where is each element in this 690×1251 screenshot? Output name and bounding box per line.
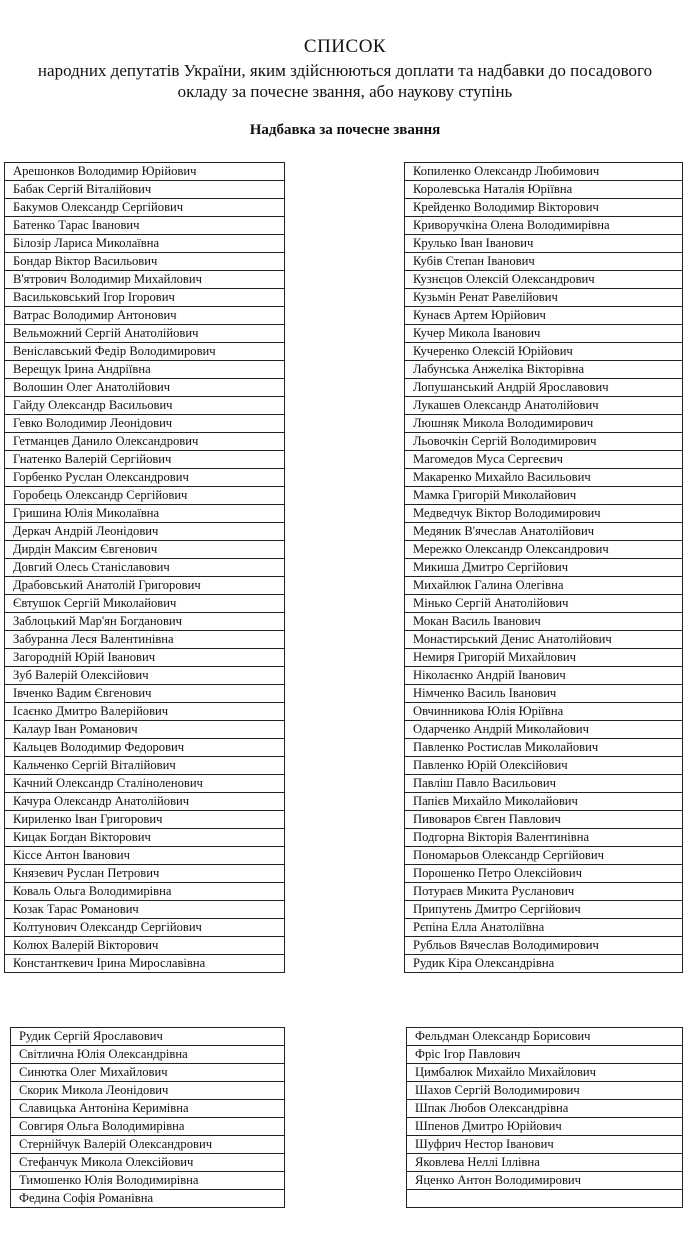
table-row	[5, 217, 285, 235]
table-row	[405, 415, 683, 433]
table-row	[5, 325, 285, 343]
table-row	[405, 253, 683, 271]
deputy-name: Медяник В'ячеслав Анатолійович	[405, 523, 683, 541]
deputy-name: Цимбалюк Михайло Михайлович	[407, 1064, 683, 1082]
table-row	[405, 469, 683, 487]
deputy-name: Веніславський Федір Володимирович	[5, 343, 285, 361]
deputy-name: Довгий Олесь Станіславович	[5, 559, 285, 577]
deputy-name: Білозір Лариса Миколаївна	[5, 235, 285, 253]
table-row	[5, 775, 285, 793]
deputy-name: Волошин Олег Анатолійович	[5, 379, 285, 397]
deputy-name: Мамка Григорій Миколайович	[405, 487, 683, 505]
table-row	[5, 883, 285, 901]
table-row	[405, 919, 683, 937]
table-row	[405, 829, 683, 847]
deputy-name: Рєпіна Елла Анатоліївна	[405, 919, 683, 937]
table-row	[5, 937, 285, 955]
table-row	[5, 379, 285, 397]
table-row	[11, 1190, 285, 1208]
table-row	[405, 793, 683, 811]
deputy-name: Мінько Сергій Анатолійович	[405, 595, 683, 613]
table-row	[405, 541, 683, 559]
deputy-name: Кириленко Іван Григорович	[5, 811, 285, 829]
deputy-name: Кицак Богдан Вікторович	[5, 829, 285, 847]
table-row	[405, 289, 683, 307]
deputies-table-right-1	[404, 162, 683, 973]
section-title: Надбавка за почесне звання	[249, 122, 441, 138]
table-row	[405, 901, 683, 919]
table-row	[405, 433, 683, 451]
table-row	[11, 1028, 285, 1046]
table-row	[405, 955, 683, 973]
deputy-name: Микиша Дмитро Сергійович	[405, 559, 683, 577]
deputy-name: Кучеренко Олексій Юрійович	[405, 343, 683, 361]
deputy-name: В'ятрович Володимир Михайлович	[5, 271, 285, 289]
table-row	[407, 1046, 683, 1064]
table-row	[5, 397, 285, 415]
table-row	[5, 595, 285, 613]
table-row	[11, 1118, 285, 1136]
deputy-name: Павліш Павло Васильович	[405, 775, 683, 793]
deputy-name: Мокан Василь Іванович	[405, 613, 683, 631]
table-row	[5, 829, 285, 847]
table-row	[405, 883, 683, 901]
table-row	[5, 577, 285, 595]
deputy-name: Верещук Ірина Андріївна	[5, 361, 285, 379]
table-row	[5, 163, 285, 181]
deputy-name: Рудик Кіра Олександрівна	[405, 955, 683, 973]
table-row	[11, 1082, 285, 1100]
deputy-name: Пономарьов Олександр Сергійович	[405, 847, 683, 865]
table-row	[5, 793, 285, 811]
table-row	[405, 703, 683, 721]
table-row	[11, 1046, 285, 1064]
deputy-name: Гевко Володимир Леонідович	[5, 415, 285, 433]
deputy-name: Рудик Сергій Ярославович	[11, 1028, 285, 1046]
deputy-name: Магомедов Муса Сергеєвич	[405, 451, 683, 469]
deputy-name: Кальченко Сергій Віталійович	[5, 757, 285, 775]
deputy-name: Ісаєнко Дмитро Валерійович	[5, 703, 285, 721]
deputy-name: Лопушанський Андрій Ярославович	[405, 379, 683, 397]
deputy-name: Колюх Валерій Вікторович	[5, 937, 285, 955]
deputy-name: Стернійчук Валерій Олександрович	[11, 1136, 285, 1154]
deputy-name: Калаур Іван Романович	[5, 721, 285, 739]
table-row	[405, 757, 683, 775]
deputy-name: Лабунська Анжеліка Вікторівна	[405, 361, 683, 379]
table-row	[407, 1064, 683, 1082]
deputy-name: Совгиря Ольга Володимирівна	[11, 1118, 285, 1136]
table-row	[5, 505, 285, 523]
table-row	[405, 847, 683, 865]
table-row	[405, 721, 683, 739]
deputy-name: Кунаєв Артем Юрійович	[405, 307, 683, 325]
deputy-name: Гайду Олександр Васильович	[5, 397, 285, 415]
deputy-name: Пивоваров Євген Павлович	[405, 811, 683, 829]
deputy-name: Батенко Тарас Іванович	[5, 217, 285, 235]
table-row	[405, 487, 683, 505]
deputy-name: Івченко Вадим Євгенович	[5, 685, 285, 703]
deputy-name: Федина Софія Романівна	[11, 1190, 285, 1208]
table-row	[5, 361, 285, 379]
deputy-name: Крейденко Володимир Вікторович	[405, 199, 683, 217]
table-row	[405, 559, 683, 577]
deputy-name: Гришина Юлія Миколаївна	[5, 505, 285, 523]
table-row	[11, 1064, 285, 1082]
deputy-name: Кучер Микола Іванович	[405, 325, 683, 343]
deputy-name: Кузнєцов Олексій Олександрович	[405, 271, 683, 289]
deputy-name: Шпак Любов Олександрівна	[407, 1100, 683, 1118]
table-row	[5, 307, 285, 325]
table-row	[407, 1136, 683, 1154]
table-row	[405, 361, 683, 379]
deputy-name: Крулько Іван Іванович	[405, 235, 683, 253]
deputy-name: Євтушок Сергій Миколайович	[5, 595, 285, 613]
table-row	[5, 631, 285, 649]
table-row	[5, 433, 285, 451]
deputy-name: Качний Олександр Сталіноленович	[5, 775, 285, 793]
table-row	[405, 379, 683, 397]
table-row	[405, 163, 683, 181]
deputy-name: Монастирський Денис Анатолійович	[405, 631, 683, 649]
table-row	[5, 253, 285, 271]
table-row	[11, 1154, 285, 1172]
deputy-name: Забуранна Леся Валентинівна	[5, 631, 285, 649]
deputy-name: Кузьмін Ренат Равелійович	[405, 289, 683, 307]
deputy-name: Фріс Ігор Павлович	[407, 1046, 683, 1064]
table-row	[5, 901, 285, 919]
document-title: СПИСОК	[303, 36, 387, 57]
deputy-name: Драбовський Анатолій Григорович	[5, 577, 285, 595]
deputy-name: Деркач Андрій Леонідович	[5, 523, 285, 541]
table-row	[11, 1172, 285, 1190]
deputy-name: Гетманцев Данило Олександрович	[5, 433, 285, 451]
table-row	[405, 595, 683, 613]
deputy-name: Зуб Валерій Олексійович	[5, 667, 285, 685]
table-row	[407, 1154, 683, 1172]
deputy-name: Тимошенко Юлія Володимирівна	[11, 1172, 285, 1190]
deputy-name: Ватрас Володимир Антонович	[5, 307, 285, 325]
table-row	[5, 649, 285, 667]
deputy-name: Михайлюк Галина Олегівна	[405, 577, 683, 595]
table-row	[5, 487, 285, 505]
table-row	[405, 667, 683, 685]
deputy-name: Гнатенко Валерій Сергійович	[5, 451, 285, 469]
table-row	[405, 937, 683, 955]
deputy-name: Копиленко Олександр Любимович	[405, 163, 683, 181]
table-row	[405, 505, 683, 523]
table-row	[5, 343, 285, 361]
deputy-name: Рубльов Вячеслав Володимирович	[405, 937, 683, 955]
table-row	[405, 685, 683, 703]
deputy-name: Яковлева Неллі Іллівна	[407, 1154, 683, 1172]
deputy-name: Яценко Антон Володимирович	[407, 1172, 683, 1190]
table-row	[407, 1118, 683, 1136]
deputy-name: Льовочкін Сергій Володимирович	[405, 433, 683, 451]
table-row	[5, 541, 285, 559]
table-row	[5, 181, 285, 199]
table-row	[5, 847, 285, 865]
table-row	[405, 811, 683, 829]
deputy-name: Одарченко Андрій Миколайович	[405, 721, 683, 739]
table-row	[405, 523, 683, 541]
table-row	[407, 1190, 683, 1208]
table-row	[5, 199, 285, 217]
table-row	[405, 199, 683, 217]
table-row	[407, 1172, 683, 1190]
deputy-name: Колтунович Олександр Сергійович	[5, 919, 285, 937]
deputy-name: Стефанчук Микола Олексійович	[11, 1154, 285, 1172]
deputy-name: Шпенов Дмитро Юрійович	[407, 1118, 683, 1136]
table-row	[405, 397, 683, 415]
deputy-name: Подгорна Вікторія Валентинівна	[405, 829, 683, 847]
deputy-name: Скорик Микола Леонідович	[11, 1082, 285, 1100]
deputy-name: Загородній Юрій Іванович	[5, 649, 285, 667]
deputy-name: Павленко Ростислав Миколайович	[405, 739, 683, 757]
table-row	[5, 559, 285, 577]
deputy-name: Качура Олександр Анатолійович	[5, 793, 285, 811]
table-row	[405, 235, 683, 253]
table-row	[5, 613, 285, 631]
deputy-name: Синютка Олег Михайлович	[11, 1064, 285, 1082]
deputies-table-left-1	[4, 162, 285, 973]
deputy-name: Князевич Руслан Петрович	[5, 865, 285, 883]
table-row	[405, 775, 683, 793]
table-row	[405, 649, 683, 667]
deputy-name: Припутень Дмитро Сергійович	[405, 901, 683, 919]
deputy-name: Заблоцький Мар'ян Богданович	[5, 613, 285, 631]
table-row	[5, 955, 285, 973]
table-row	[405, 217, 683, 235]
deputy-name: Папієв Михайло Миколайович	[405, 793, 683, 811]
deputy-name: Овчинникова Юлія Юріївна	[405, 703, 683, 721]
table-row	[405, 739, 683, 757]
table-row	[5, 271, 285, 289]
table-row	[5, 811, 285, 829]
deputies-table-left-2	[10, 1027, 285, 1208]
table-row	[5, 289, 285, 307]
deputies-table-right-2	[406, 1027, 683, 1208]
table-row	[405, 307, 683, 325]
table-row	[5, 757, 285, 775]
table-row	[5, 235, 285, 253]
table-row	[405, 865, 683, 883]
table-row	[405, 451, 683, 469]
table-row	[405, 577, 683, 595]
deputy-name: Кіссе Антон Іванович	[5, 847, 285, 865]
deputy-name: Бакумов Олександр Сергійович	[5, 199, 285, 217]
table-row	[5, 451, 285, 469]
deputy-name: Порошенко Петро Олексійович	[405, 865, 683, 883]
deputy-name: Кальцев Володимир Федорович	[5, 739, 285, 757]
deputy-name: Арешонков Володимир Юрійович	[5, 163, 285, 181]
table-row	[5, 415, 285, 433]
table-row	[405, 613, 683, 631]
deputy-name	[407, 1190, 683, 1208]
deputy-name: Бондар Віктор Васильович	[5, 253, 285, 271]
deputy-name: Фельдман Олександр Борисович	[407, 1028, 683, 1046]
deputy-name: Криворучкіна Олена Володимирівна	[405, 217, 683, 235]
deputy-name: Вельможний Сергій Анатолійович	[5, 325, 285, 343]
table-row	[5, 865, 285, 883]
table-row	[5, 469, 285, 487]
deputy-name: Медведчук Віктор Володимирович	[405, 505, 683, 523]
deputy-name: Шахов Сергій Володимирович	[407, 1082, 683, 1100]
table-row	[407, 1100, 683, 1118]
deputy-name: Васильковський Ігор Ігорович	[5, 289, 285, 307]
deputy-name: Лукашев Олександр Анатолійович	[405, 397, 683, 415]
table-row	[405, 631, 683, 649]
table-row	[5, 667, 285, 685]
deputy-name: Люшняк Микола Володимирович	[405, 415, 683, 433]
table-row	[5, 685, 285, 703]
deputy-name: Макаренко Михайло Васильович	[405, 469, 683, 487]
deputy-name: Славицька Антоніна Керимівна	[11, 1100, 285, 1118]
deputy-name: Константкевич Ірина Мирославівна	[5, 955, 285, 973]
deputy-name: Світлична Юлія Олександрівна	[11, 1046, 285, 1064]
table-row	[405, 325, 683, 343]
table-row	[5, 739, 285, 757]
table-row	[405, 271, 683, 289]
deputy-name: Німченко Василь Іванович	[405, 685, 683, 703]
table-row	[5, 523, 285, 541]
deputy-name: Немиря Григорій Михайлович	[405, 649, 683, 667]
document-subtitle: народних депутатів України, яким здійснюються доплати та надбавки до посадового окладу за почесне звання, або наукову ступінь	[37, 61, 653, 101]
deputy-name: Кубів Степан Іванович	[405, 253, 683, 271]
deputy-name: Козак Тарас Романович	[5, 901, 285, 919]
deputy-name: Горбенко Руслан Олександрович	[5, 469, 285, 487]
deputy-name: Горобець Олександр Сергійович	[5, 487, 285, 505]
table-row	[5, 919, 285, 937]
table-row	[5, 703, 285, 721]
deputy-name: Мережко Олександр Олександрович	[405, 541, 683, 559]
table-row	[405, 343, 683, 361]
table-row	[405, 181, 683, 199]
deputy-name: Ніколаєнко Андрій Іванович	[405, 667, 683, 685]
deputy-name: Коваль Ольга Володимирівна	[5, 883, 285, 901]
deputy-name: Шуфрич Нестор Іванович	[407, 1136, 683, 1154]
table-row	[11, 1100, 285, 1118]
deputy-name: Потураєв Микита Русланович	[405, 883, 683, 901]
table-row	[407, 1082, 683, 1100]
deputy-name: Королевська Наталія Юріївна	[405, 181, 683, 199]
deputy-name: Павленко Юрій Олексійович	[405, 757, 683, 775]
deputy-name: Бабак Сергій Віталійович	[5, 181, 285, 199]
table-row	[407, 1028, 683, 1046]
deputy-name: Дирдін Максим Євгенович	[5, 541, 285, 559]
table-row	[5, 721, 285, 739]
table-row	[11, 1136, 285, 1154]
